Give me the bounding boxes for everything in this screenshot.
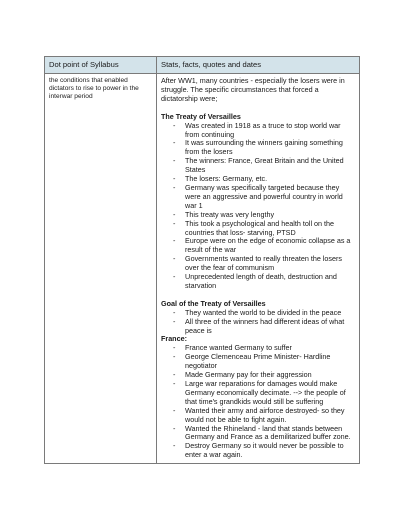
list-item: - This took a psychological and health toll on the countries that loss- starving, PTSD	[173, 220, 355, 238]
list-item: - They wanted the world to be divided in the peace	[173, 309, 355, 318]
dot-point-cell: the conditions that enabled dictators to rise to power in the interwar period	[45, 74, 157, 464]
list-item: - Wanted the Rhineland - land that stands between Germany and France as a demilitarized buffer zone.	[173, 425, 355, 443]
list-item: - The losers: Germany, etc.	[173, 175, 355, 184]
goal-list	[161, 309, 355, 336]
list-item: - Unprecedented length of death, destruction and starvation	[173, 273, 355, 291]
france-list	[161, 344, 355, 460]
section-heading-treaty: The Treaty of Versailles	[161, 111, 241, 121]
list-item: - Germany was specifically targeted because they were an aggressive and powerful country in world war 1	[173, 184, 355, 211]
section-heading-france: France:	[161, 334, 187, 344]
list-item: - George Clemenceau Prime Minister- Hardline negotiator	[173, 353, 355, 371]
treaty-list	[161, 122, 355, 291]
section-heading-goal: Goal of the Treaty of Versailles	[161, 298, 266, 308]
list-item: - France wanted Germany to suffer	[173, 344, 355, 353]
list-item: - Governments wanted to really threaten the losers over the fear of communism	[173, 255, 355, 273]
header-dot-point: Dot point of Syllabus	[45, 57, 157, 74]
list-item: - Large war reparations for damages would make Germany economically decimate. --> the people of that time's grandkids would still be suffering	[173, 380, 355, 407]
syllabus-table	[44, 56, 360, 464]
table-header-row	[45, 57, 360, 74]
list-item: - Made Germany pay for their aggression	[173, 371, 355, 380]
list-item: - Was created in 1918 as a truce to stop world war from continuing	[173, 122, 355, 140]
list-item: - The winners: France, Great Britain and the United States	[173, 157, 355, 175]
list-item: - Europe were on the edge of economic collapse as a result of the war	[173, 237, 355, 255]
list-item: - It was surrounding the winners gaining something from the losers	[173, 139, 355, 157]
header-stats-facts: Stats, facts, quotes and dates	[157, 57, 360, 74]
list-item: - Destroy Germany so it would never be possible to enter a war again.	[173, 442, 355, 460]
notes-cell	[157, 74, 360, 464]
list-item: - Wanted their army and airforce destroyed- so they would not be able to fight again.	[173, 407, 355, 425]
list-item: - All three of the winners had different ideas of what peace is	[173, 318, 355, 336]
list-item: - This treaty was very lengthy	[173, 211, 355, 220]
intro-paragraph: After WW1, many countries - especially the losers were in struggle. The specific circumstances that forced a dictatorship were;	[161, 76, 345, 103]
table-row	[45, 74, 360, 464]
